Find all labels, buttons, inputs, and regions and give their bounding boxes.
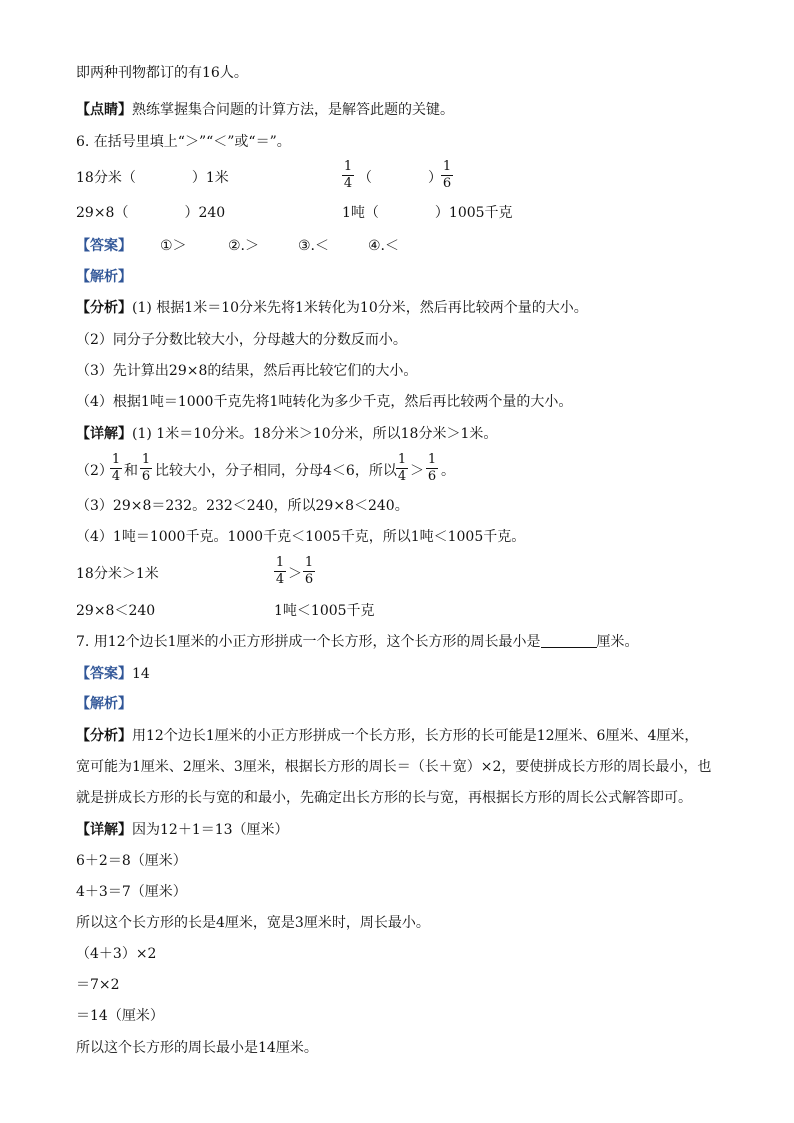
q7-jiexi-tag: 【解析】 — [76, 696, 132, 712]
q7-fenxi-line-3: 就是拼成长方形的长与宽的和最小，先确定出长方形的长与宽，再根据长方形的周长公式解答即可。 — [76, 790, 692, 806]
q6-fraction-quarter: 1 4 — [343, 159, 353, 191]
q6-answer-4: ④.＜ — [368, 238, 400, 254]
q7-answer-value: 14 — [132, 666, 150, 682]
q6-row2-right: 1吨（ ）1005千克 — [342, 205, 513, 221]
q6-answer-line — [76, 237, 132, 255]
q6-detail-2-frac-b: 1 6 — [141, 452, 151, 484]
q7-detail-tag: 【详解】 — [76, 822, 132, 838]
q7-fenxi-line-2: 宽可能为1厘米、2厘米、3厘米，根据长方形的周长＝（长＋宽）×2，要使拼成长方形的周长最小，也 — [76, 759, 712, 775]
q6-detail-2-prefix: （2） — [76, 463, 113, 479]
q6-summary-frac-b: 1 6 — [304, 555, 314, 587]
q6-row1-paren: （ ） — [358, 170, 442, 186]
q6-fenxi-2: （2）同分子分数比较大小，分母越大的分数反而小。 — [76, 332, 407, 348]
q7-answer-tag: 【答案】 — [76, 666, 132, 682]
q6-detail-2-text: 比较大小，分子相同，分母4＜6，所以 — [155, 463, 397, 479]
q6-jiexi-tag: 【解析】 — [76, 269, 132, 285]
q7-line-7: ＝14（厘米） — [76, 1008, 164, 1024]
q7-line-6: ＝7×2 — [76, 977, 120, 993]
q6-row2-left: 29×8（ ）240 — [76, 205, 226, 221]
q6-fenxi-3: （3）先计算出29×8的结果，然后再比较它们的大小。 — [76, 363, 418, 379]
q7-line-3: 4＋3＝7（厘米） — [76, 884, 187, 900]
q6-answer-2: ②.＞ — [228, 238, 260, 254]
q6-detail-2-frac-a: 1 4 — [111, 452, 121, 484]
dianjing-line — [76, 101, 454, 119]
q7-title: 7. 用12个边长1厘米的小正方形拼成一个长方形，这个长方形的周长最小是 厘米。 — [76, 634, 639, 650]
q6-detail-2-end: 。 — [441, 463, 455, 479]
q6-detail-tag: 【详解】 — [76, 426, 132, 442]
q7-fenxi-tag: 【分析】 — [76, 728, 132, 744]
q6-fraction-sixth: 1 6 — [442, 159, 452, 191]
q7-fenxi-line-1: 【分析】用12个边长1厘米的小正方形拼成一个长方形，长方形的长可能是12厘米、6厘米、4厘米， — [76, 728, 699, 744]
q6-fenxi-tag: 【分析】 — [76, 300, 132, 316]
q6-detail-1: 【详解】(1) 1米＝10分米。18分米＞10分米，所以18分米＞1米。 — [76, 426, 498, 442]
q6-answer-tag: 【答案】 — [76, 238, 132, 254]
q6-answer-1: ①＞ — [160, 238, 187, 254]
q6-title: 6. 在括号里填上“＞”“＜”或“＝”。 — [76, 134, 291, 150]
q6-summary-2-right: 1吨＜1005千克 — [274, 603, 375, 619]
q6-summary-2-left: 29×8＜240 — [76, 603, 156, 619]
q6-detail-2-and: 和 — [124, 463, 138, 479]
dianjing-tag: 【点睛】 — [76, 102, 132, 118]
q7-line-8: 所以这个长方形的周长最小是14厘米。 — [76, 1040, 318, 1056]
q7-line-5: （4＋3）×2 — [76, 946, 157, 962]
intro-line: 即两种刊物都订的有16人。 — [76, 65, 248, 81]
q7-line-2: 6＋2＝8（厘米） — [76, 853, 187, 869]
q6-answer-3: ③.＜ — [298, 238, 330, 254]
q6-detail-2-frac-c: 1 4 — [397, 452, 407, 484]
q6-summary-frac-a: 1 4 — [275, 555, 285, 587]
dianjing-text: 熟练掌握集合问题的计算方法，是解答此题的关键。 — [132, 102, 454, 118]
q6-summary-gt: ＞ — [288, 566, 302, 582]
q7-line-4: 所以这个长方形的长是4厘米，宽是3厘米时，周长最小。 — [76, 915, 430, 931]
q6-detail-4: （4）1吨＝1000千克。1000千克＜1005千克，所以1吨＜1005千克。 — [76, 529, 526, 545]
q7-detail-line-1: 【详解】因为12＋1＝13（厘米） — [76, 822, 289, 838]
q6-row1-left: 18分米（ ）1米 — [76, 170, 229, 186]
q6-summary-1-left: 18分米＞1米 — [76, 566, 159, 582]
q6-fenxi-4: （4）根据1吨＝1000千克先将1吨转化为多少千克，然后再比较两个量的大小。 — [76, 394, 573, 410]
q7-answer-line — [76, 665, 150, 683]
q6-fenxi-1: 【分析】(1) 根据1米＝10分米先将1米转化为10分米，然后再比较两个量的大小。 — [76, 300, 588, 316]
q6-detail-2-gt: ＞ — [410, 463, 424, 479]
q7-answer-blank — [541, 633, 597, 648]
q6-detail-2-frac-d: 1 6 — [427, 452, 437, 484]
q6-detail-3: （3）29×8＝232。232＜240，所以29×8＜240。 — [76, 498, 409, 514]
